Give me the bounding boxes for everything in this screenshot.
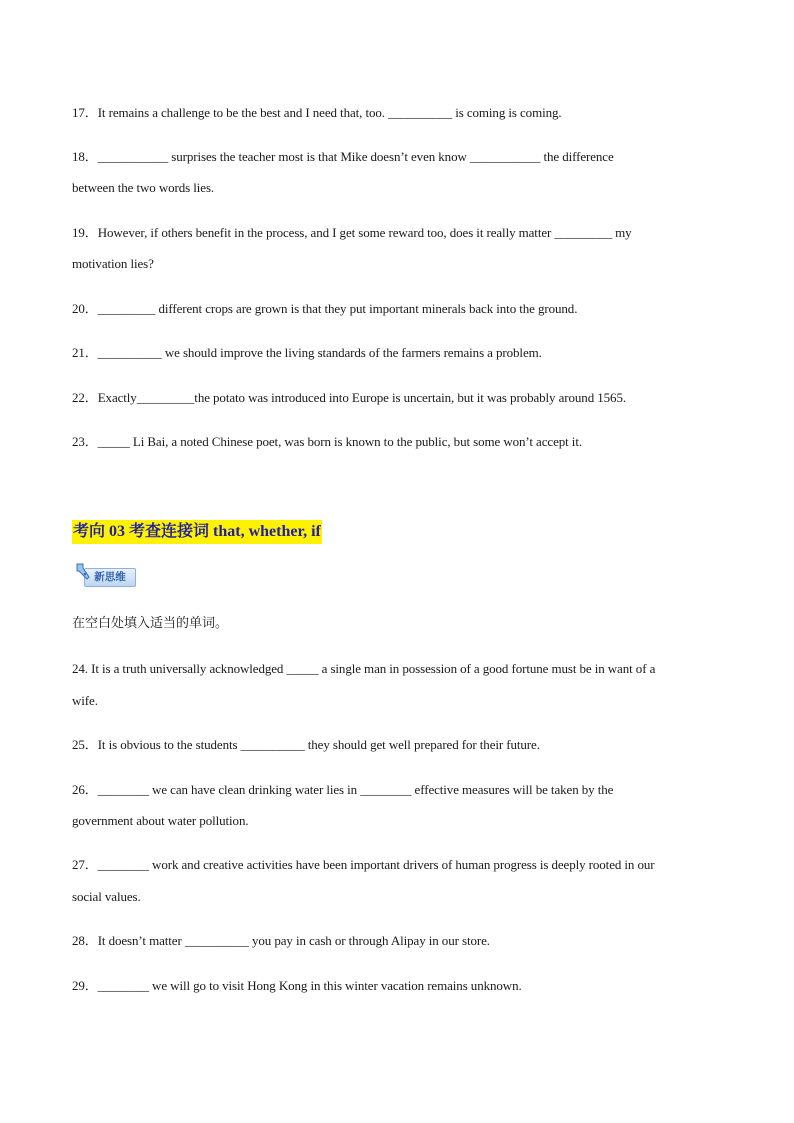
question-27-cont: social values.: [72, 889, 141, 904]
question-19: 19．However, if others benefit in the process, and I get some reward too, does it really matter _________ my: [72, 225, 632, 240]
flask-icon: [74, 562, 96, 582]
question-28: 28．It doesn’t matter __________ you pay in cash or through Alipay in our store.: [72, 933, 490, 948]
section-heading-en: that, whether, if: [213, 523, 321, 540]
question-23: 23．_____ Li Bai, a noted Chinese poet, was born is known to the public, but some won’t accept it.: [72, 434, 582, 449]
badge-label: 新思维: [84, 568, 136, 587]
question-17: 17．It remains a challenge to be the best and I need that, too. __________ is coming is coming.: [72, 105, 562, 120]
section-heading: [72, 520, 322, 544]
question-24-cont: wife.: [72, 693, 98, 708]
question-26-cont: government about water pollution.: [72, 813, 249, 828]
question-25: 25．It is obvious to the students __________ they should get well prepared for their future.: [72, 737, 540, 752]
question-18-cont: between the two words lies.: [72, 180, 215, 195]
question-29: 29．________ we will go to visit Hong Kong in this winter vacation remains unknown.: [72, 978, 522, 993]
question-20: 20．_________ different crops are grown is that they put important minerals back into the ground.: [72, 301, 578, 316]
instruction-text: 在空白处填入适当的单词。: [72, 616, 229, 631]
question-27: 27．________ work and creative activities have been important drivers of human progress is deeply rooted in our: [72, 857, 655, 872]
question-24: 24. It is a truth universally acknowledged _____ a single man in possession of a good fortune must be in want of a: [72, 661, 656, 676]
section-heading-cn: 考向 03 考查连接词: [73, 523, 214, 540]
question-21: 21．__________ we should improve the living standards of the farmers remains a problem.: [72, 345, 542, 360]
new-thinking-badge: [74, 562, 136, 586]
question-22: 22．Exactly_________the potato was introduced into Europe is uncertain, but it was probably around 1565.: [72, 390, 627, 405]
question-26: 26．________ we can have clean drinking water lies in ________ effective measures will be taken by the: [72, 782, 614, 797]
question-18: 18．___________ surprises the teacher most is that Mike doesn’t even know ___________ the difference: [72, 149, 614, 164]
question-19-cont: motivation lies?: [72, 256, 154, 271]
